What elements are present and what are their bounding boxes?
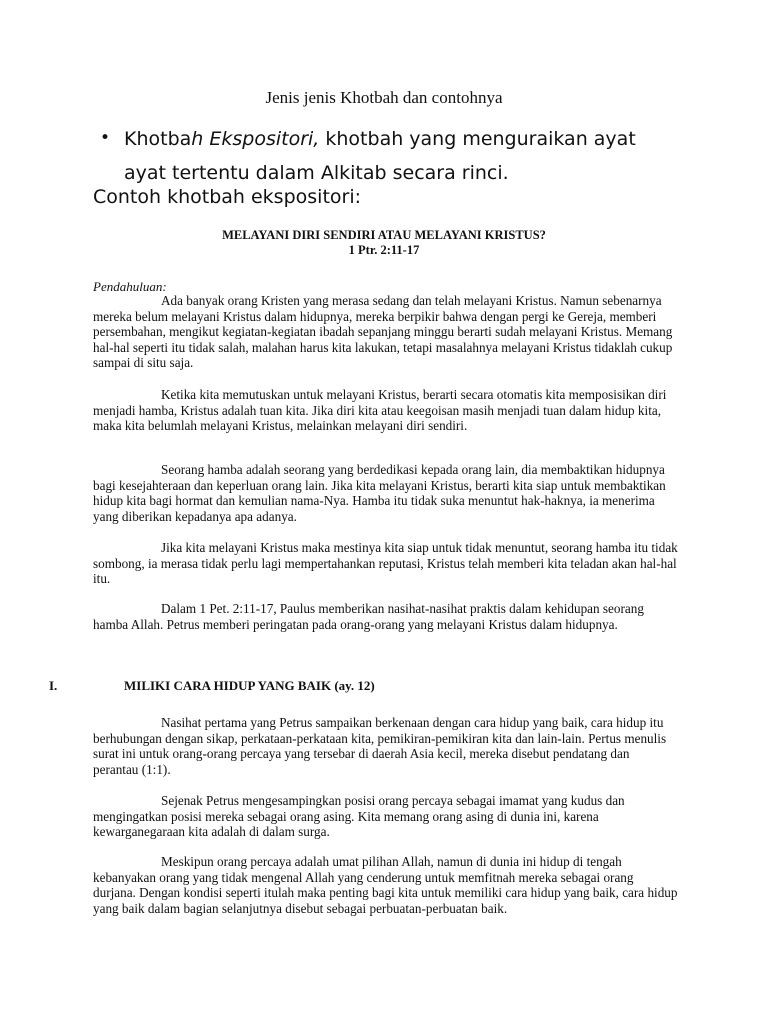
paragraph-text: Dalam 1 Pet. 2:11-17, Paulus memberikan nasihat-nasihat praktis dalam kehidupan seorang hamba Allah. Petrus memberi peringatan pada orang-orang yang melayani Kristus dalam hidupnya. xyxy=(93,601,644,632)
section-paragraph-1 xyxy=(93,715,678,777)
paragraph-text: Ketika kita memutuskan untuk melayani Kristus, berarti secara otomatis kita memposisikan diri menjadi hamba, Kristus adalah tuan kita. Jika diri kita atau keegoisan masih menjadi tuan dalam hidup kita, maka kita belumlah melayani Kristus, melainkan melayani diri sendiri. xyxy=(93,387,667,433)
paragraph-text: Jika kita melayani Kristus maka mestinya kita siap untuk tidak menuntut, seorang hamba itu tidak sombong, ia merasa tidak perlu lagi mempertahankan reputasi, Kristus telah memberi kita teladan akan hal-hal itu. xyxy=(93,540,678,586)
section-title: MILIKI CARA HIDUP YANG BAIK (ay. 12) xyxy=(124,678,375,693)
document-title: Jenis jenis Khotbah dan contohnya xyxy=(265,88,503,107)
sermon-reference: 1 Ptr. 2:11-17 xyxy=(348,243,420,257)
intro-paragraph-5 xyxy=(93,601,678,632)
section-paragraph-2 xyxy=(93,793,678,840)
bullet-icon: • xyxy=(100,128,111,148)
paragraph-text: Seorang hamba adalah seorang yang berdedikasi kepada orang lain, dia membaktikan hidupnya bagi kesejahteraan dan keperluan orang lain. Jika kita melayani Kristus, berarti kita siap untuk membaktikan hidup kita bagi hormat dan kemulian nama-Nya. Hamba itu tidak suka menuntut hak-haknya, ia menerima yang diberikan kepadanya apa adanya. xyxy=(93,462,666,524)
intro-paragraph-2 xyxy=(93,387,678,434)
bullet-italic: h Ekspositori, xyxy=(191,128,320,150)
section-number: I. xyxy=(49,678,58,693)
bullet-line2: ayat tertentu dalam Alkitab secara rinci. xyxy=(124,162,509,184)
paragraph-text: Nasihat pertama yang Petrus sampaikan berkenaan dengan cara hidup yang baik, cara hidup itu berhubungan dengan sikap, perkataan-perkataan kita, pemikiran-pemikiran kita dan lain-lain. Pertus menulis surat ini untuk orang-orang percaya yang tersebar di daerah Asia kecil, mereka disebut pendatang dan perantau (1:1). xyxy=(93,715,667,777)
sermon-title-text: MELAYANI DIRI SENDIRI ATAU MELAYANI KRISTUS? xyxy=(222,228,546,242)
intro-paragraph-3 xyxy=(93,462,678,524)
bullet-prefix: Khotba xyxy=(124,128,192,150)
section-paragraph-3 xyxy=(93,854,678,916)
example-heading: Contoh khotbah ekspositori: xyxy=(93,186,362,208)
sermon-title xyxy=(0,228,768,258)
intro-paragraph-4 xyxy=(93,540,678,587)
bullet-item xyxy=(124,122,744,190)
bullet-rest: khotbah yang menguraikan ayat xyxy=(319,128,636,150)
intro-label: Pendahuluan: xyxy=(93,279,167,294)
paragraph-text: Meskipun orang percaya adalah umat pilihan Allah, namun di dunia ini hidup di tengah kebanyakan orang yang tidak mengenal Allah yang cenderung untuk memfitnah mereka sebagai orang durjana. Dengan kondisi seperti itulah maka penting bagi kita untuk memiliki cara hidup yang baik, cara hidup yang baik dalam bagian selanjutnya disebut sebagai perbuatan-perbuatan baik. xyxy=(93,854,678,916)
intro-paragraph-1 xyxy=(93,293,678,371)
paragraph-text: Sejenak Petrus mengesampingkan posisi orang percaya sebagai imamat yang kudus dan mengingatkan posisi mereka sebagai orang asing. Kita memang orang asing di dunia ini, karena kewarganegaraan kita adalah di dalam surga. xyxy=(93,793,625,839)
paragraph-text: Ada banyak orang Kristen yang merasa sedang dan telah melayani Kristus. Namun sebenarnya mereka belum melayani Kristus dalam hidupnya, mereka berpikir bahwa dengan pergi ke Gereja, memberi persembahan, mengikut kegiatan-kegiatan ibadah sepanjang minggu berarti sudah melayani Kristus. Memang hal-hal seperti itu tidak salah, malahan harus kita lakukan, tetapi masalahnya melayani Kristus tidaklah cukup sampai di situ saja. xyxy=(93,293,673,370)
